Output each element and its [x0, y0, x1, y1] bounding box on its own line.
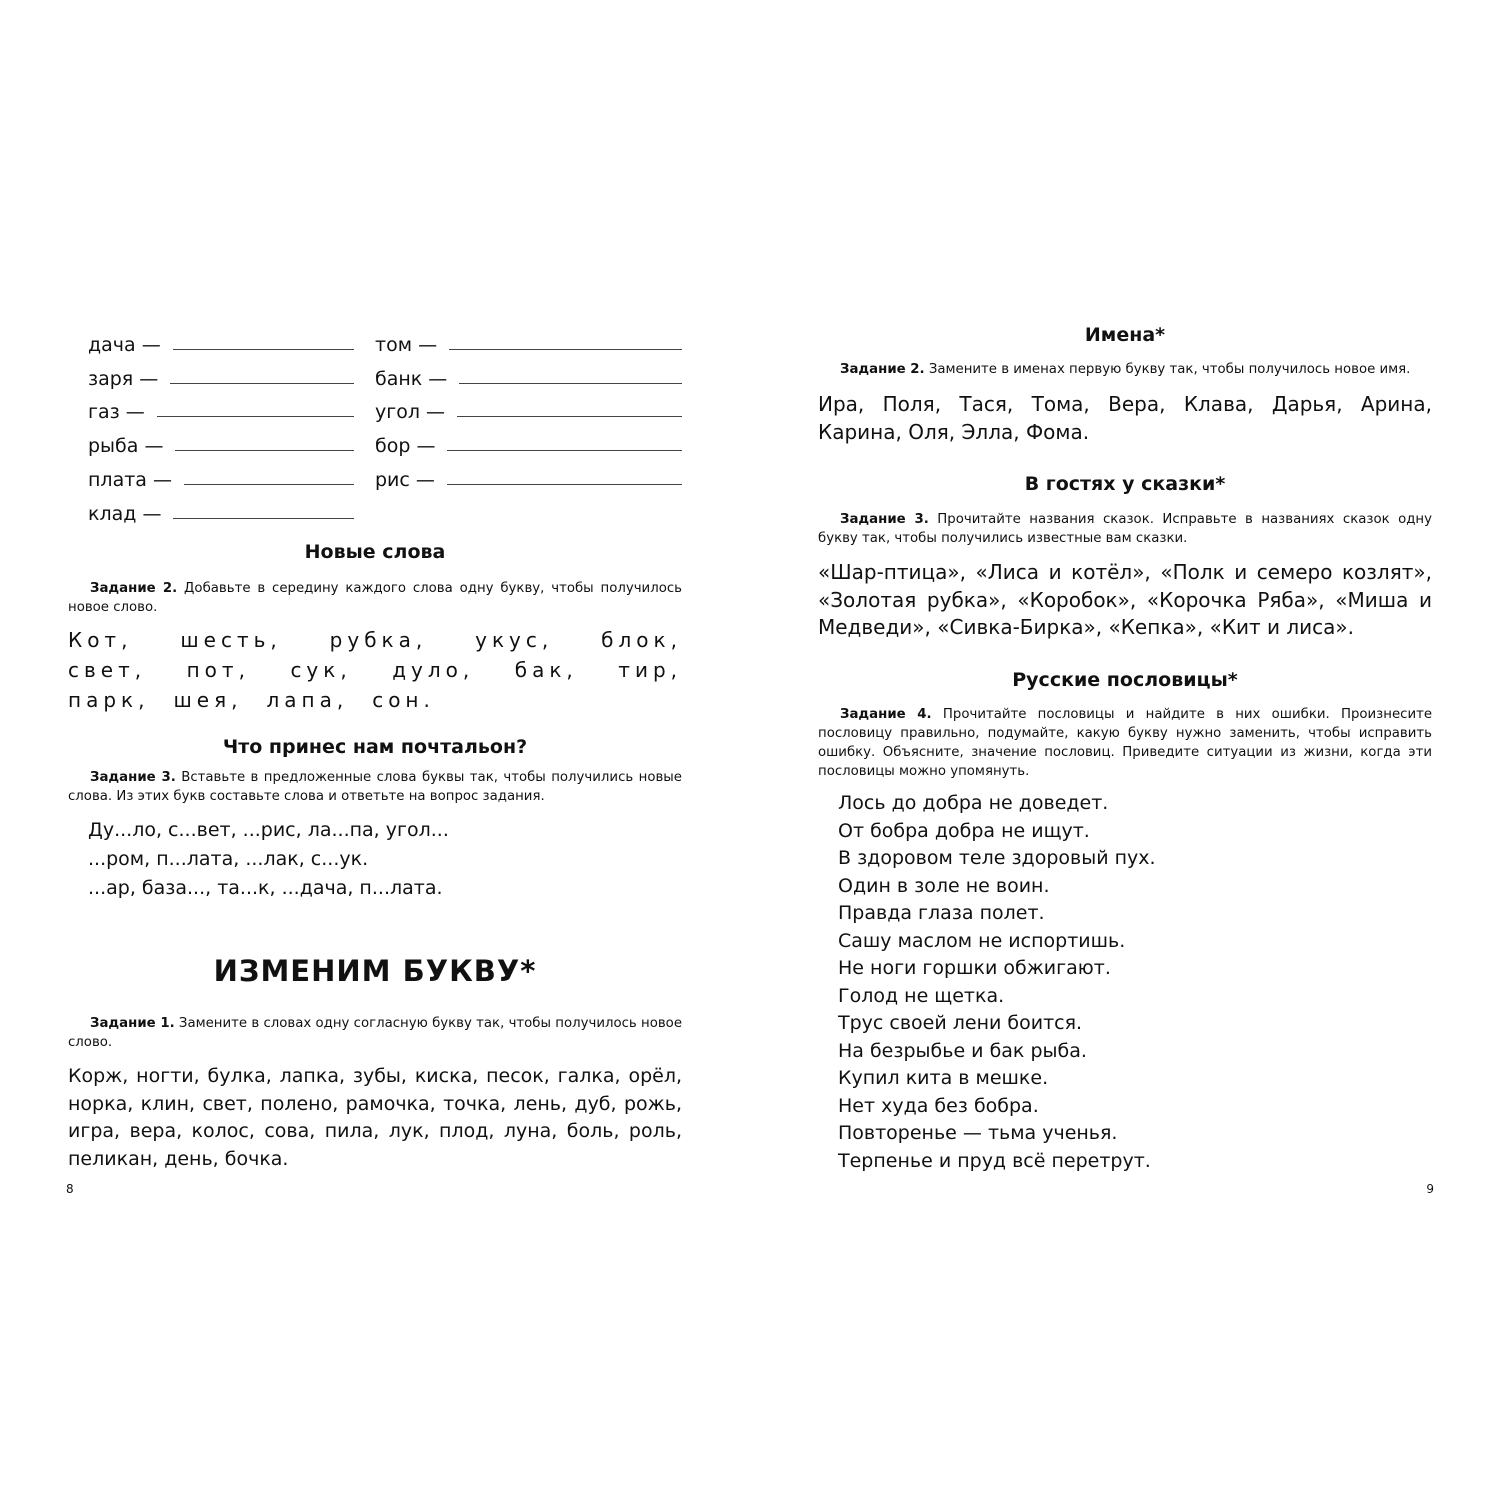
task-instruction: Замените в словах одну согласную букву так, чтобы получилось новое слово. — [68, 1016, 683, 1050]
fill-in-word: плата — — [88, 468, 172, 491]
task-label: Задание 2. — [90, 581, 178, 596]
fill-in-word: банк — — [375, 367, 448, 390]
fill-in-row — [88, 457, 354, 491]
proverb-line: Повторенье — тьма ученья. — [838, 1122, 1118, 1144]
answer-blank-line[interactable] — [173, 518, 354, 519]
fill-in-row — [88, 389, 354, 423]
new-words-list — [68, 625, 682, 715]
fill-in-word: заря — — [88, 367, 159, 390]
proverb-line: Купил кита в мешке. — [838, 1067, 1049, 1089]
proverb-line: Нет худа без бобра. — [838, 1094, 1039, 1117]
proverb-line: Голод не щетка. — [838, 984, 1005, 1007]
fill-in-row — [375, 457, 682, 491]
answer-blank-line[interactable] — [157, 416, 354, 417]
task-label: Задание 3. — [90, 770, 176, 785]
word: шея, — [173, 688, 243, 712]
fill-in-row — [375, 423, 682, 457]
answer-blank-line[interactable] — [459, 383, 682, 384]
postman-task — [68, 768, 682, 806]
proverb-line: Терпенье и пруд всё перетрут. — [838, 1149, 1151, 1172]
task-instruction: Прочитайте пословицы и найдите в них ошибки. Произнесите пословицу правильно, подумайте, какую букву нужно заменить, чтобы исправить ошибку. Объясните, значение пословиц. Приведите ситуации из жизни, когда эти пословицы можно упомянуть. — [818, 707, 1433, 779]
word: рубка, — [329, 628, 428, 652]
answer-blank-line[interactable] — [170, 383, 354, 384]
fill-in-row — [375, 322, 682, 356]
fill-in-word: бор — — [375, 435, 436, 458]
proverbs-heading: Русские пословицы* — [1012, 669, 1238, 691]
proverb-line: Правда глаза полет. — [838, 902, 1045, 924]
answer-blank-line[interactable] — [184, 484, 354, 485]
postman-heading: Что принес нам почтальон? — [222, 736, 528, 758]
fill-in-row — [88, 356, 354, 390]
word: лапа, — [266, 688, 349, 712]
answer-blank-line[interactable] — [173, 349, 354, 350]
proverb-line: На безрыбье и бак рыба. — [838, 1039, 1087, 1062]
new-words-task — [68, 579, 682, 617]
proverb-line: Не ноги горшки обжигают. — [838, 957, 1111, 979]
fill-in-row — [88, 491, 354, 525]
task-instruction: Добавьте в середину каждого слова одну букву, чтобы получилось новое слово. — [68, 581, 682, 615]
word: сон. — [372, 688, 435, 712]
word: парк, — [68, 688, 150, 712]
fill-in-word: том — — [375, 334, 438, 356]
word: укус, — [475, 628, 554, 652]
proverbs-list — [838, 790, 1156, 1175]
word: дуло, — [392, 658, 475, 682]
proverb-line: Сашу маслом не испортишь. — [838, 929, 1126, 952]
fill-in-word: рыба — — [88, 435, 164, 458]
names-heading: Имена* — [1084, 324, 1166, 346]
fill-in-word: угол — — [375, 401, 446, 424]
fill-in-word: газ — — [88, 401, 145, 424]
task-label: Задание 4. — [840, 707, 932, 722]
word: пот, — [186, 658, 250, 682]
task-label: Задание 2. — [840, 362, 925, 377]
proverb-line: От бобра добра не ищут. — [838, 819, 1090, 842]
proverb-line: Один в золе не воин. — [838, 874, 1050, 897]
word: блок, — [601, 628, 682, 652]
page-number: 8 — [66, 1182, 74, 1196]
answer-blank-line[interactable] — [447, 484, 682, 485]
proverb-line: Лось до добра не доведет. — [838, 792, 1109, 814]
task-instruction: Вставьте в предложенные слова буквы так, чтобы получились новые слова. Из этих букв составьте слова и ответьте на вопрос задания. — [68, 770, 682, 804]
fairy-tales-task — [818, 510, 1432, 548]
fill-in-row — [88, 423, 354, 457]
answer-blank-line[interactable] — [457, 416, 682, 417]
word-line — [68, 655, 682, 685]
word: свет, — [68, 658, 147, 682]
fill-in-row — [375, 389, 682, 423]
fairy-tales-heading: В гостях у сказки* — [1024, 473, 1226, 495]
proverbs-task — [818, 705, 1432, 781]
fill-in-word: рис — — [375, 468, 435, 491]
word: бак, — [514, 658, 578, 682]
fill-in-word: дача — — [88, 334, 161, 356]
proverb-line: В здоровом теле здоровый пух. — [838, 847, 1156, 869]
task-instruction: Замените в именах первую букву так, чтобы получилось новое имя. — [928, 362, 1411, 377]
task-instruction: Прочитайте названия сказок. Исправьте в названиях сказок одну букву так, чтобы получились известные вам сказки. — [818, 512, 1432, 546]
task-label: Задание 1. — [90, 1016, 175, 1031]
task-label: Задание 3. — [840, 512, 929, 527]
page-number: 9 — [1426, 1182, 1434, 1196]
word: сук, — [290, 658, 352, 682]
change-letter-task — [68, 1014, 682, 1052]
fill-in-row — [375, 356, 682, 390]
names-list: Ира, Поля, Тася, Тома, Вера, Клава, Дарья, Арина, Карина, Оля, Элла, Фома. — [818, 392, 1432, 444]
proverb-line: Трус своей лени боится. — [838, 1012, 1083, 1034]
postman-word-list — [88, 816, 449, 903]
answer-blank-line[interactable] — [175, 450, 354, 451]
postman-line: Ду...ло, с...вет, ...рис, ла...па, угол... — [88, 819, 449, 841]
fill-in-word-list — [88, 322, 682, 532]
section-title: ИЗМЕНИМ БУКВУ* — [213, 954, 537, 988]
word-line — [68, 625, 682, 655]
postman-line: ...ром, п...лата, ...лак, с...ук. — [88, 848, 369, 870]
word: Кот, — [68, 628, 133, 652]
fairy-tales-list: «Шар-птица», «Лиса и котёл», «Полк и семеро козлят», «Золотая рубка», «Коробок», «Корочка Ряба», «Миша и Медведи», «Сивка-Бирка», «Кепка», «Кит и лиса». — [818, 560, 1432, 639]
word: шесть, — [180, 628, 282, 652]
new-words-heading: Новые слова — [304, 541, 446, 563]
fill-in-row — [88, 322, 354, 356]
answer-blank-line[interactable] — [447, 450, 682, 451]
change-letter-words: Корж, ногти, булка, лапка, зубы, киска, песок, галка, орёл, норка, клин, свет, полено, рамочка, точка, лень, дуб, рожь, игра, вера, колос, сова, пила, лук, плод, луна, боль, роль, пеликан, день, бочка. — [68, 1065, 682, 1170]
fill-in-word: клад — — [88, 502, 162, 525]
word: тир, — [618, 658, 682, 682]
answer-blank-line[interactable] — [449, 349, 682, 350]
names-task — [818, 360, 1432, 379]
word-line — [68, 685, 682, 715]
postman-line: ...ар, база..., та...к, ...дача, п...лата. — [88, 877, 443, 899]
